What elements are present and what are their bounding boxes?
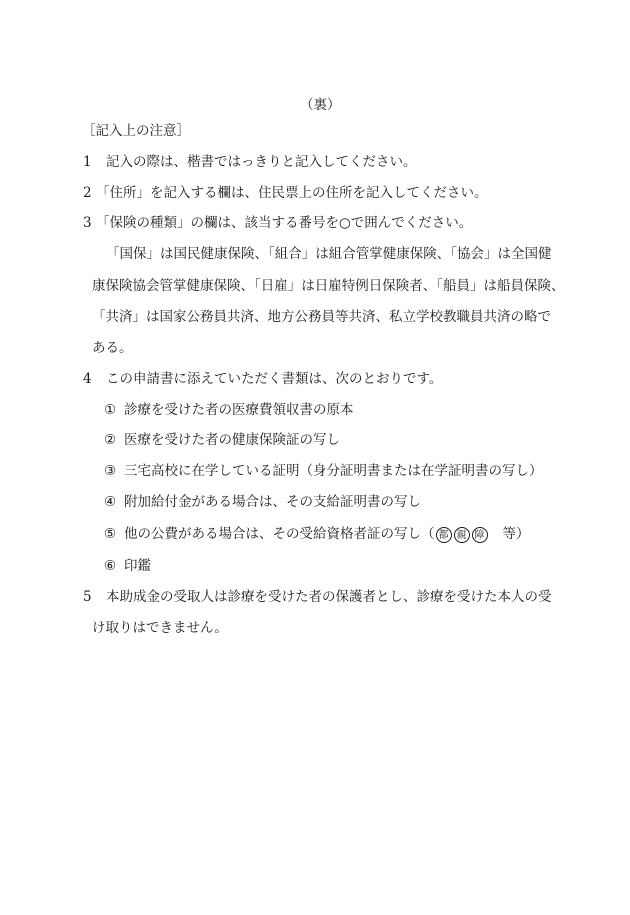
item-text: この申請書に添えていただく書類は、次のとおりです。 <box>106 371 443 387</box>
sub-item-marker: ④ <box>104 494 117 510</box>
sub-item-marker: ⑤ <box>104 526 117 542</box>
item-text: 本助成金の受取人は診療を受けた者の保護者とし、診療を受けた本人の受 <box>106 589 552 605</box>
sub-item-suffix: 等） <box>502 526 530 542</box>
explanation-line: 康保険協会管掌健康保険、「日雇」は日雇特例日保険者、「船員」は船員保険、 <box>92 278 565 294</box>
item-text: 「保険の種類」の欄は、該当する番号を○で囲んでください。 <box>96 215 473 231</box>
sub-item-text: 医療を受けた者の健康保険証の写し <box>124 432 340 448</box>
explanation-line: ある。 <box>92 340 133 356</box>
sub-item-text: 診療を受けた者の医療費領収書の原本 <box>124 402 354 418</box>
circled-badge-to: 都 <box>436 527 452 543</box>
sub-item-marker: ③ <box>104 463 117 479</box>
sub-item-text: 附加給付金がある場合は、その支給証明書の写し <box>124 494 421 510</box>
sub-item-text-with-badges <box>124 525 530 543</box>
item-text: 「住所」を記入する欄は、住民票上の住所を記入してください。 <box>96 185 488 201</box>
sub-item-marker: ⑥ <box>104 558 117 574</box>
circled-badge-sho: 障 <box>472 527 488 543</box>
sub-item-text: 印鑑 <box>124 558 151 574</box>
page-side-label: （裏） <box>300 97 341 113</box>
sub-item-text: 三宅高校に在学している証明（身分証明書または在学証明書の写し） <box>124 463 543 479</box>
explanation-line: 「国保」は国民健康保険、「組合」は組合管掌健康保険、「協会」は全国健 <box>106 246 552 262</box>
explanation-line: 「共済」は国家公務員共済、地方公務員等共済、私立学校教職員共済の略で <box>92 309 551 325</box>
item-number: 4 <box>83 371 92 387</box>
item-number: 1 <box>83 154 92 170</box>
section-title: ［記入上の注意］ <box>82 123 190 139</box>
circled-badge-oya: 親 <box>454 527 470 543</box>
item-text: 記入の際は、楷書ではっきりと記入してください。 <box>106 154 417 170</box>
item-number: 3 <box>83 215 92 231</box>
item-number: 2 <box>83 185 92 201</box>
sub-item-marker: ② <box>104 432 117 448</box>
sub-item-text: 他の公費がある場合は、その受給資格者証の写し（ <box>124 526 435 542</box>
sub-item-marker: ① <box>104 402 117 418</box>
item-text: け取りはできません。 <box>92 620 228 636</box>
item-number: 5 <box>83 589 92 605</box>
